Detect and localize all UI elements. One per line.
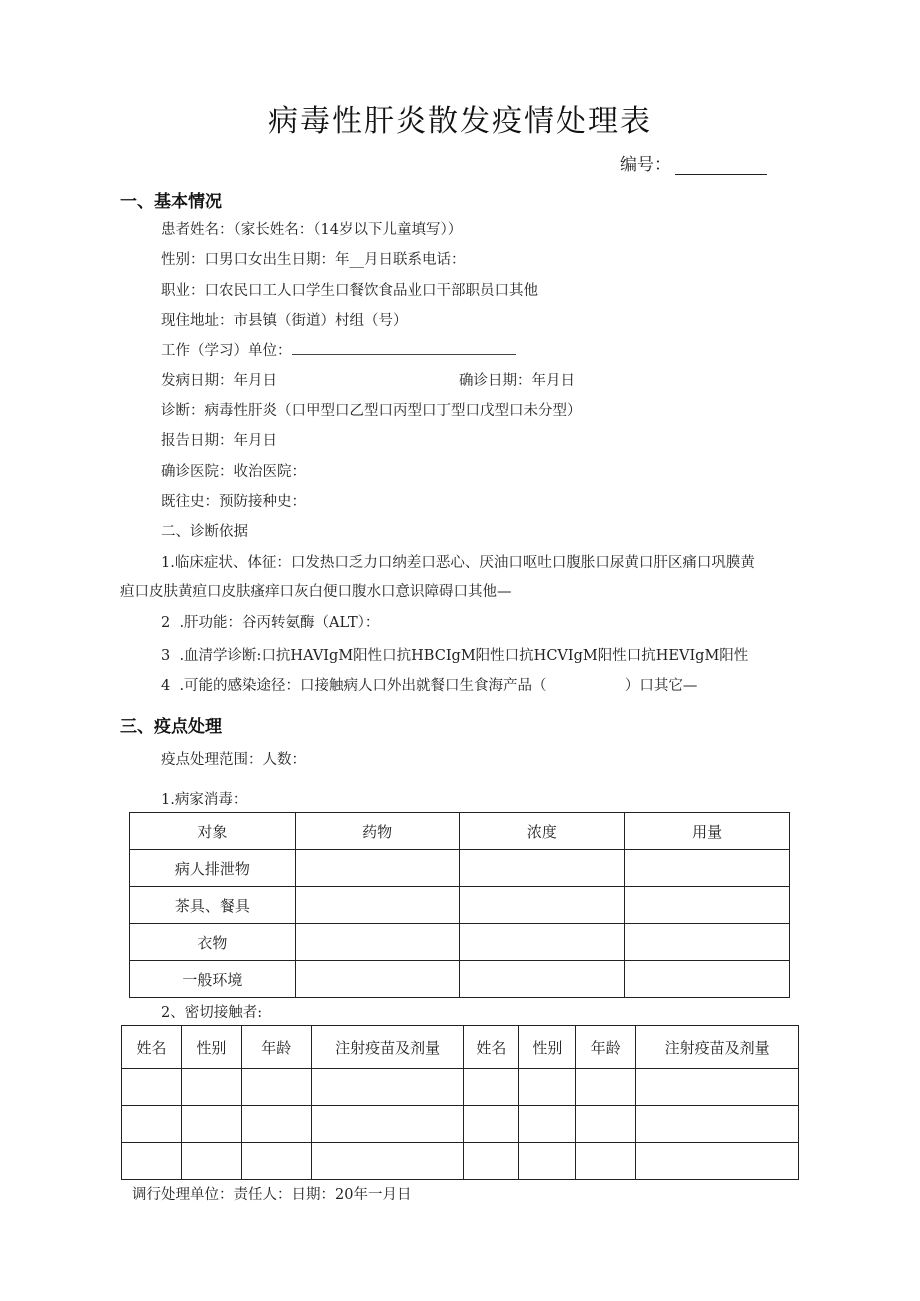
onset-date-line: 发病日期：年月日 [161,373,277,389]
row-label: 茶具、餐具 [130,887,296,924]
table-cell[interactable] [459,887,625,924]
confirm-date-line: 确诊日期：年月日 [459,373,575,389]
table-cell[interactable] [625,924,790,961]
patient-name-line: 患者姓名：（家长姓名：（14岁以下儿童填写）） [161,222,463,238]
header-age: 年龄 [576,1026,636,1069]
header-dosage: 用量 [625,813,790,850]
disinfection-table [129,812,790,998]
table-cell[interactable] [241,1143,311,1180]
row-label: 衣物 [130,924,296,961]
header-target: 对象 [130,813,296,850]
table-cell[interactable] [636,1143,799,1180]
code-field [620,150,767,175]
table-cell[interactable] [464,1069,519,1106]
header-vaccine: 注射疫苗及剂量 [311,1026,464,1069]
page-title: 病毒性肝炎散发疫情处理表 [268,104,652,139]
table-row [130,850,790,887]
address-line: 现住地址：市县镇（街道）村组（号） [161,313,408,329]
header-vaccine: 注射疫苗及剂量 [636,1026,799,1069]
hospital-line: 确诊医院：收治医院： [161,464,306,480]
work-unit-label: 工作（学习）单位： [161,343,292,359]
table-cell[interactable] [464,1106,519,1143]
table-cell[interactable] [122,1106,182,1143]
header-sex: 性别 [519,1026,576,1069]
disinfection-header-row [130,813,790,850]
table-row [130,887,790,924]
report-date-line: 报告日期：年月日 [161,433,277,449]
table-cell[interactable] [519,1106,576,1143]
code-input-line[interactable] [675,160,767,175]
table-cell[interactable] [122,1069,182,1106]
table-cell[interactable] [459,850,625,887]
table-cell[interactable] [625,887,790,924]
symptoms-line-2: 疸口皮肤黄疸口皮肤瘙痒口灰白便口腹水口意识障碍口其他— [120,584,512,600]
table-cell[interactable] [625,961,790,998]
table-cell[interactable] [295,887,459,924]
table-cell[interactable] [576,1106,636,1143]
header-concentration: 浓度 [459,813,625,850]
row-label: 一般环境 [130,961,296,998]
header-drug: 药物 [295,813,459,850]
infection-route-line: 4 .可能的感染途径：口接触病人口外出就餐口生食海产品（ ）口其它— [161,678,698,694]
table-row [122,1143,799,1180]
row-label: 病人排泄物 [130,850,296,887]
table-row [122,1106,799,1143]
table-cell[interactable] [519,1143,576,1180]
disinfection-label: 1.病家消毒： [161,792,248,808]
table-cell[interactable] [459,961,625,998]
section3-heading: 三、疫点处理 [120,717,222,737]
footer-line: 调行处理单位：责任人：日期：20年一月日 [132,1187,412,1203]
table-cell[interactable] [311,1106,464,1143]
history-line: 既往史：预防接种史： [161,494,306,510]
code-label: 编号： [620,155,671,175]
contacts-header-row [122,1026,799,1069]
table-cell[interactable] [181,1106,241,1143]
table-cell[interactable] [576,1143,636,1180]
table-row [122,1069,799,1106]
header-age: 年龄 [241,1026,311,1069]
table-cell[interactable] [636,1106,799,1143]
header-name: 姓名 [122,1026,182,1069]
table-cell[interactable] [181,1069,241,1106]
work-unit-blank[interactable] [292,342,516,355]
work-unit-line [161,339,516,360]
table-cell[interactable] [295,961,459,998]
table-cell[interactable] [295,924,459,961]
table-cell[interactable] [311,1069,464,1106]
table-row [130,924,790,961]
occupation-line: 职业：口农民口工人口学生口餐饮食品业口干部职员口其他 [161,283,538,299]
section1-heading: 一、基本情况 [120,192,222,212]
contacts-label: 2、密切接触者: [161,1005,263,1021]
header-name: 姓名 [464,1026,519,1069]
sex-birth-phone-line: 性别：口男口女出生日期：年__月日联系电话： [161,252,466,268]
table-cell[interactable] [181,1143,241,1180]
table-cell[interactable] [625,850,790,887]
table-cell[interactable] [459,924,625,961]
header-sex: 性别 [181,1026,241,1069]
liver-function-line: 2 .肝功能：谷丙转氨酶（ALT）： [161,615,380,631]
symptoms-line-1: 1.临床症状、体征：口发热口乏力口纳差口恶心、厌油口呕吐口腹胀口尿黄口肝区痛口巩膜黄 [161,555,755,571]
table-cell[interactable] [122,1143,182,1180]
table-cell[interactable] [636,1069,799,1106]
table-cell[interactable] [241,1069,311,1106]
table-cell[interactable] [295,850,459,887]
table-cell[interactable] [311,1143,464,1180]
section2-heading: 二、诊断依据 [161,524,248,540]
diagnosis-line: 诊断：病毒性肝炎（口甲型口乙型口丙型口丁型口戊型口未分型） [161,403,582,419]
table-cell[interactable] [519,1069,576,1106]
table-cell[interactable] [241,1106,311,1143]
serology-line: 3 .血清学诊断:口抗HAVIgM阳性口抗HBCIgM阳性口抗HCVIgM阳性口抗HEVIgM阳性 [161,648,749,664]
table-cell[interactable] [464,1143,519,1180]
scope-line: 疫点处理范围：人数： [161,752,306,768]
table-row [130,961,790,998]
contacts-table [121,1025,799,1180]
table-cell[interactable] [576,1069,636,1106]
